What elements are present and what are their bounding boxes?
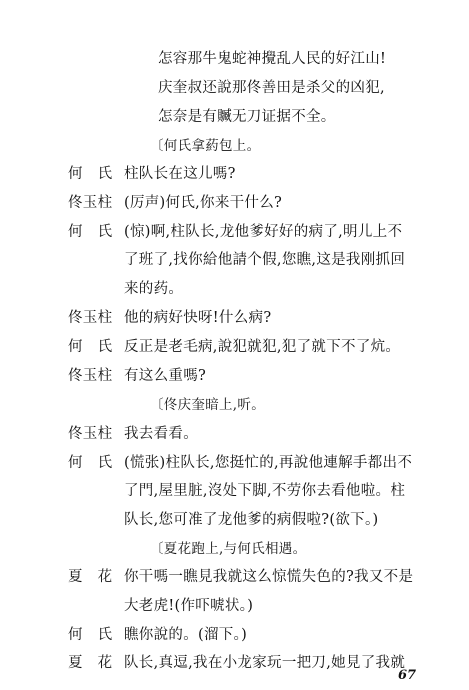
speaker-name: 佟玉柱 bbox=[68, 426, 113, 442]
speaker-name: 何 氏 bbox=[68, 166, 113, 182]
dialogue-line: 他的病好快呀!什么病? bbox=[124, 310, 272, 326]
dialogue-line: 我去看看。 bbox=[124, 426, 198, 442]
speaker-name: 何 氏 bbox=[68, 627, 113, 643]
speaker-name: 何 氏 bbox=[68, 339, 113, 355]
speaker-name: 佟玉柱 bbox=[68, 310, 113, 326]
dialogue-line: 柱队长在这儿嗎? bbox=[124, 166, 236, 182]
stage-direction: 〔夏花跑上,与何氏相遇。 bbox=[150, 541, 307, 557]
dialogue-continuation: 大老虎!(作吓唬状。) bbox=[124, 598, 254, 614]
dialogue-continuation: 队长,您可准了龙他爹的病假啦?(欲下。) bbox=[124, 512, 379, 528]
dialogue-continuation: 了班了,找你給他請个假,您瞧,这是我刚抓回 bbox=[124, 252, 406, 268]
speaker-name: 夏 花 bbox=[68, 569, 113, 585]
stage-direction: 〔佟庆奎暗上,听。 bbox=[150, 397, 265, 413]
speaker-name: 何 氏 bbox=[68, 224, 113, 240]
dialogue-line: 瞧你說的。(溜下。) bbox=[124, 627, 248, 643]
dialogue-continuation: 了門,屋里脏,沒处下脚,不劳你去看他啦。柱 bbox=[124, 483, 406, 499]
verse-line: 怎容那牛鬼蛇神攪乱人民的好江山! bbox=[158, 51, 387, 67]
dialogue-line: (厉声)何氏,你来干什么? bbox=[124, 195, 283, 211]
dialogue-continuation: 来的药。 bbox=[124, 281, 184, 297]
page-number: 67 bbox=[398, 668, 417, 683]
verse-line: 怎奈是有贓无刀证据不全。 bbox=[158, 109, 336, 125]
dialogue-line: (惊)啊,柱队长,龙他爹好好的病了,明儿上不 bbox=[124, 224, 403, 240]
speaker-name: 何 氏 bbox=[68, 455, 113, 471]
speaker-name: 佟玉柱 bbox=[68, 195, 113, 211]
dialogue-line: 你干嗎一瞧見我就这么惊慌失色的?我又不是 bbox=[124, 569, 414, 585]
dialogue-line: (慌张)柱队长,您挺忙的,再說他連解手都出不 bbox=[124, 455, 413, 471]
speaker-name: 佟玉柱 bbox=[68, 368, 113, 384]
stage-direction: 〔何氏拿葯包上。 bbox=[150, 138, 261, 154]
dialogue-line: 反正是老毛病,說犯就犯,犯了就下不了炕。 bbox=[124, 339, 401, 355]
dialogue-line: 有这么重嗎? bbox=[124, 368, 207, 384]
speaker-name: 夏 花 bbox=[68, 655, 113, 671]
dialogue-line: 队长,真逗,我在小龙家玩一把刀,她見了我就 bbox=[124, 655, 406, 671]
verse-line: 庆奎叔还說那佟善田是杀父的凶犯, bbox=[158, 80, 385, 96]
